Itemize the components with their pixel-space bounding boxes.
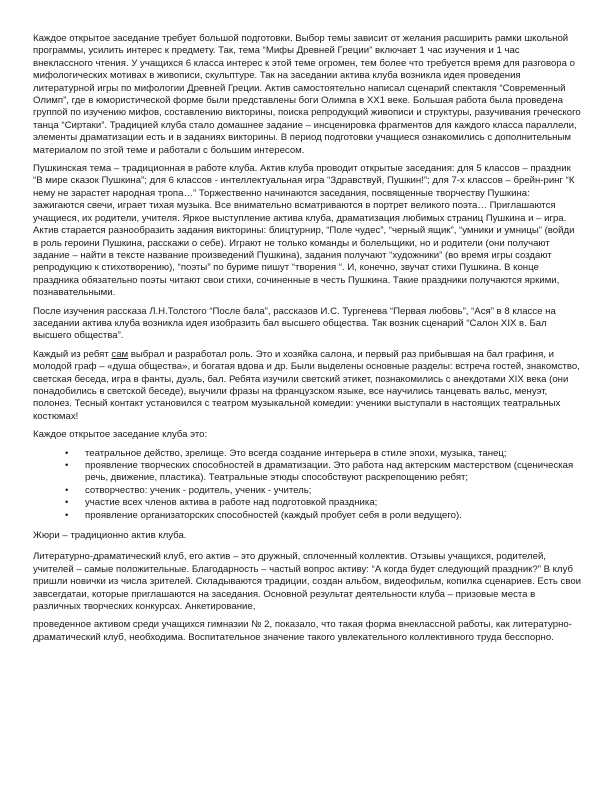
paragraph-club-collective: Литературно-драматический клуб, его актив – это дружный, сплоченный коллектив. Отзывы учащихся, родителей, учителей – самые положительные. Благодарность – частый вопрос активу: “А когда будет следующий праздник?” В клуб пришли новички из числа зрителей. Складываются традиции, создан альбом, видеофильм, копилка сценариев. Есть свои завсегдатаи, которые приглашаются на заседания. Основной результат деятельности клуба – призовые места в различных творческих конкурсах. Анкетирование, bbox=[33, 551, 582, 613]
underlined-word: сам bbox=[111, 348, 129, 360]
bullet-list bbox=[33, 448, 582, 522]
list-item: • сотворчество: ученик - родитель, ученик - учитель; bbox=[71, 485, 582, 497]
paragraph-roles-rest: выбрал и разработал роль. Это и хозяйка салона, и первый раз прибывшая на бал графиня, и молодой граф – «душа общества», и богатая вдова и др. Были выделены основные разделы: встреча гостей, знакомство, светская беседа, игра в фанты, дуэль, бал. Ребята изучили светский этикет, познакомились с анекдотами ХIХ века (они понадобились в светской беседе), выучили фразы на французском языке, все научились танцевать вальс, менуэт, полонез. Тесный контакт установился с театром музыкальной комедии: ученики выступали в настоящих театральных костюмах! bbox=[33, 348, 580, 422]
paragraph-conclusion: проведенное активом среди учащихся гимназии № 2, показало, что такая форма внеклассной работы, как литературно-драматический клуб, необходима. Воспитательное значение такого увлекательного коллективного труда бесспорно. bbox=[33, 619, 572, 643]
paragraph-roles-start: Каждый из ребят bbox=[33, 348, 112, 360]
paragraph-roles bbox=[33, 349, 582, 423]
list-item: • проявление организаторских способностей (каждый пробует себя в роли ведущего). bbox=[71, 510, 582, 522]
paragraph-list-intro: Каждое открытое заседание клуба это: bbox=[33, 429, 208, 441]
paragraph-mythology: Каждое открытое заседание требует большой подготовки. Выбор темы зависит от желания расширить рамки школьной программы, усилить интерес к предмету. Так, тема “Мифы Древней Греции” включает 1 час изучения и 1 час внеклассного чтения. У учащихся 6 класса интерес к этой теме огромен, тем более что требуется время для разговора о мифологических мотивах в живописи, скульптуре. Так на заседании актива клуба возникла идея проведения литературной игры по мифологии Древней Греции. Актив самостоятельно написал сценарий спектакля “Современный Олимп”, где в юмористической форме были представлены боги Олимпа в ХХ1 веке. Большая работа была проведена группой по изучению мифов, составлению викторины, поиска репродукций живописи и структуры, разучивания греческого танца “Сиртаки”. Традицией клуба стало домашнее задание – инсценировка фрагментов для каждого класса параллели, элементы драматизации есть и в заданиях викторины. В период подготовки учащиеся ознакомились с дополнительным материалом по этой теме и работали с большим интересом. bbox=[33, 33, 581, 156]
list-item: • проявление творческих способностей в драматизации. Это работа над актерским мастерством (сценическая речь, движение, пластика). Театральные этюды способствуют раскрепощению ребят; bbox=[71, 460, 582, 485]
list-item: • театральное действо, зрелище. Это всегда создание интерьера в стиле эпохи, музыка, танец; bbox=[71, 448, 582, 460]
list-item: • участие всех членов актива в работе над подготовкой праздника; bbox=[71, 497, 582, 509]
paragraph-pushkin: Пушкинская тема – традиционная в работе клуба. Актив клуба проводит открытые заседания: для 5 классов – праздник “В мире сказок Пушкина”; для 6 классов - интеллектуальная игра “Здравствуй, Пушкин!”; для 7-х классов – брейн-ринг “К нему не зарастет народная тропа…” Торжественно начинаются заседания, посвященные творчеству Пушкина: зажигаются свечи, играет тихая музыка. Все внимательно всматриваются в портрет великого поэта… Приглашаются учащиеся, их родители, учителя. Яркое выступление актива клуба, драматизация любимых страниц Пушкина и – игра. Актив старается разнообразить задания викторины: блицтурнир, “Поле чудес”, “черный ящик”, “умники и умницы” (войди в роль героини Пушкина, расскажи о себе). Играют не только команды и болельщики, но и родители (они получают задание – найти в тексте название произведений Пушкина), задания получают “художники” (во время игры создают репродукцию к стихотворению), “поэты” по буриме пишут “творения “. И, конечно, звучат стихи Пушкина. В конце праздника обязательно поэты читают свои стихи, сочиненные в честь Пушкина. Такие праздники получаются яркими, познавательными. bbox=[33, 163, 575, 299]
paragraph-ball: После изучения рассказа Л.Н.Толстого “После бала”, рассказов И.С. Тургенева “Первая любовь”, “Ася” в 8 классе на заседании актива клуба возникла идея изобразить бал высшего общества. Так возник сценарий “Салон ХIХ в. Бал высшего общества”. bbox=[33, 305, 556, 342]
paragraph-jury: Жюри – традиционно актив клуба. bbox=[33, 530, 187, 542]
